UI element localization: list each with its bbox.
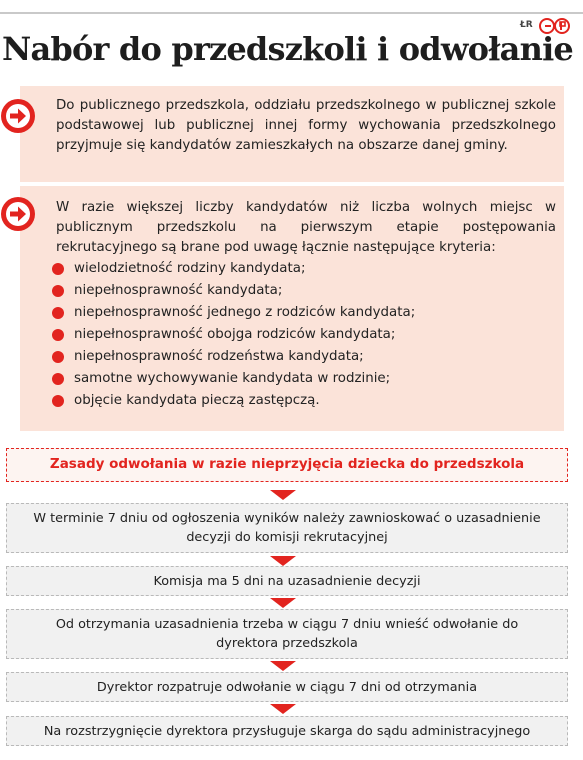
criteria-list xyxy=(50,258,415,412)
criteria-item-label: wielodzietność rodziny kandydata; xyxy=(74,261,306,276)
criteria-item xyxy=(50,258,415,280)
criteria-item-label: niepełnosprawność jednego z rodziców kandydata; xyxy=(74,305,416,320)
red-dot-icon xyxy=(52,307,64,319)
criteria-intro-text: W razie większej liczby kandydatów niż liczba wolnych miejsc w publicznym przedszkolu na pierwszym etapie postępowania rekrutacyjnego są brane pod uwagę łącznie następujące kryteria: xyxy=(56,200,556,255)
appeal-step-1: W terminie 7 dniu od ogłoszenia wyników należy zawnioskować o uzasadnienie decyzji do komisji rekrutacyjnej xyxy=(6,503,568,553)
triangle-down-icon xyxy=(270,556,296,566)
red-dot-icon xyxy=(52,263,64,275)
criteria-item xyxy=(50,368,415,390)
criteria-item-label: niepełnosprawność rodzeństwa kandydata; xyxy=(74,349,364,364)
criteria-item-label: niepełnosprawność kandydata; xyxy=(74,283,283,298)
red-dot-icon xyxy=(52,351,64,363)
appeal-step-4: Dyrektor rozpatruje odwołanie w ciągu 7 dni od otrzymania xyxy=(6,672,568,702)
criteria-item xyxy=(50,346,415,368)
red-dot-icon xyxy=(52,395,64,407)
criteria-item-label: samotne wychowywanie kandydata w rodzinie; xyxy=(74,371,391,386)
eligibility-text: Do publicznego przedszkola, oddziału przedszkolnego w publicznej szkole podstawowej lub publicznej innej formy wychowania przedszkolnego przyjmuje się kandydatów zamieszkałych na obszarze danej gminy. xyxy=(56,98,556,153)
triangle-down-icon xyxy=(270,704,296,714)
red-dot-icon xyxy=(52,373,64,385)
triangle-down-icon xyxy=(270,661,296,671)
author-credit: ŁR xyxy=(520,20,533,30)
arrow-right-circle-icon xyxy=(0,196,36,232)
triangle-down-icon xyxy=(270,598,296,608)
page-title: Nabór do przedszkoli i odwołanie xyxy=(2,30,573,68)
red-dot-icon xyxy=(52,329,64,341)
criteria-item xyxy=(50,302,415,324)
criteria-item-label: objęcie kandydata pieczą zastępczą. xyxy=(74,393,320,408)
appeal-step-2: Komisja ma 5 dni na uzasadnienie decyzji xyxy=(6,566,568,596)
criteria-item xyxy=(50,324,415,346)
appeal-step-5: Na rozstrzygnięcie dyrektora przysługuje skarga do sądu administracyjnego xyxy=(6,716,568,746)
criteria-item xyxy=(50,390,415,412)
red-dot-icon xyxy=(52,285,64,297)
appeal-rules-heading: Zasady odwołania w razie nieprzyjęcia dziecka do przedszkola xyxy=(6,448,568,482)
criteria-item-label: niepełnosprawność obojga rodziców kandydata; xyxy=(74,327,396,342)
triangle-down-icon xyxy=(270,490,296,500)
criteria-item xyxy=(50,280,415,302)
appeal-step-3: Od otrzymania uzasadnienia trzeba w ciągu 7 dniu wnieść odwołanie do dyrektora przedszkola xyxy=(6,609,568,659)
arrow-right-circle-icon xyxy=(0,98,36,134)
top-rule xyxy=(0,12,583,14)
